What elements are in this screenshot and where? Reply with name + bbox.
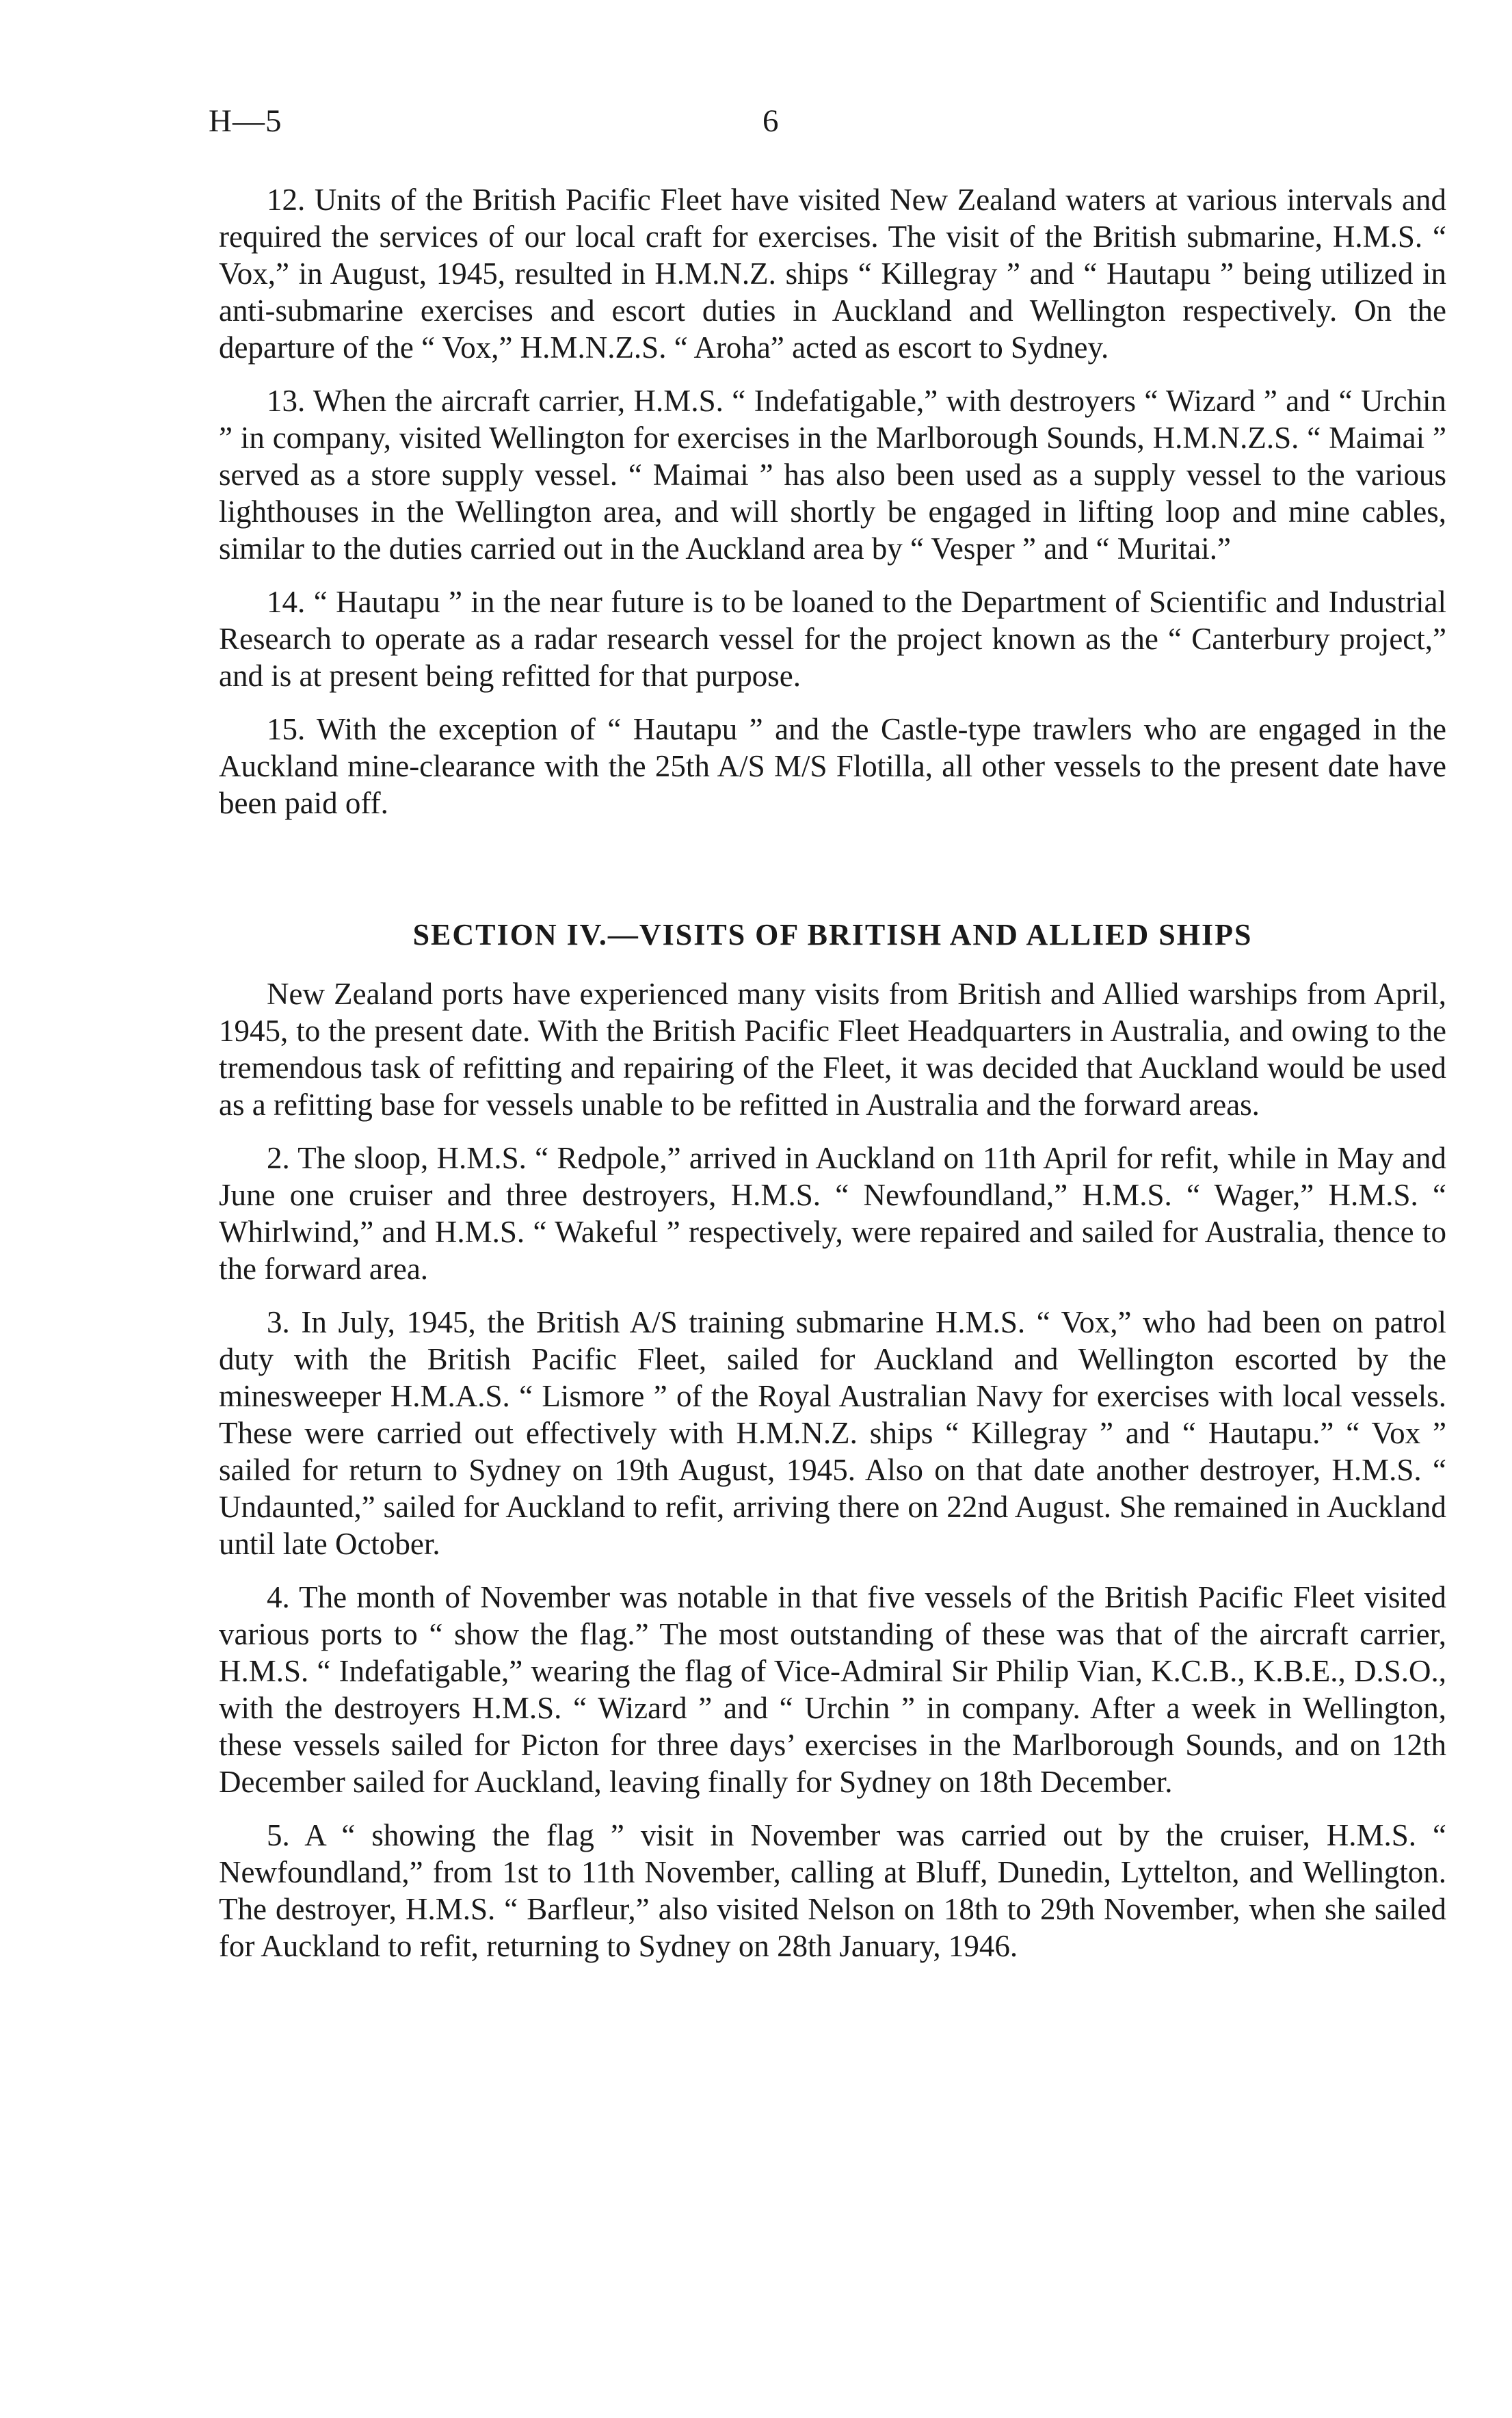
paragraph-12: 12. Units of the British Pacific Fleet have visited New Zealand waters at various intervals and required the services of our local craft for exercises. The visit of the British submarine, H.M.S. “ Vox,” in August, 1945, resulted in H.M.N.Z. ships “ Killegray ” and “ Hautapu ” being utilized in anti-submarine exercises and escort duties in Auckland and Wellington respectively. On the departure of the “ Vox,” H.M.N.Z.S. “ Aroha” acted as escort to Sydney. (219, 183, 1446, 365)
page-number: 6 (762, 103, 779, 139)
section-heading: SECTION IV.—VISITS OF BRITISH AND ALLIED SHIPS (412, 918, 1253, 951)
paragraph-13: 13. When the aircraft carrier, H.M.S. “ Indefatigable,” with destroyers “ Wizard ” and “ Urchin ” in company, visited Wellington for exercises in the Marlborough Sounds, H.M.N.Z.S. “ Maimai ” served as a store supply vessel. “ Maimai ” has also been used as a supply vessel to the various lighthouses in the Wellington area, and will shortly be engaged in lifting loop and mine cables, similar to the duties carried out in the Auckland area by “ Vesper ” and “ Muritai.” (219, 384, 1446, 566)
paragraph-3: 3. In July, 1945, the British A/S training submarine H.M.S. “ Vox,” who had been on patrol duty with the British Pacific Fleet, sailed for Auckland and Wellington escorted by the minesweeper H.M.A.S. “ Lismore ” of the Royal Australian Navy for exercises with local vessels. These were carried out effectively with H.M.N.Z. ships “ Killegray ” and “ Hautapu.” “ Vox ” sailed for return to Sydney on 19th August, 1945. Also on that date another destroyer, H.M.S. “ Undaunted,” sailed for Auckland to refit, arriving there on 22nd August. She remained in Auckland until late October. (219, 1305, 1446, 1561)
paragraph-14: 14. “ Hautapu ” in the near future is to be loaned to the Department of Scientific and Industrial Research to operate as a radar research vessel for the project known as the “ Canterbury project,” and is at present being refitted for that purpose. (219, 585, 1446, 693)
body-text (219, 181, 1446, 1964)
page-header (209, 103, 1371, 157)
section-intro-paragraph: New Zealand ports have experienced many visits from British and Allied warships from April, 1945, to the present date. With the British Pacific Fleet Headquarters in Australia, and owing to the tremendous task of refitting and repairing of the Fleet, it was decided that Auckland would be used as a refitting base for vessels unable to be refitted in Australia and the forward areas. (219, 977, 1446, 1122)
paragraph-2: 2. The sloop, H.M.S. “ Redpole,” arrived in Auckland on 11th April for refit, while in May and June one cruiser and three destroyers, H.M.S. “ Newfoundland,” H.M.S. “ Wager,” H.M.S. “ Whirlwind,” and H.M.S. “ Wakeful ” respectively, were repaired and sailed for Australia, thence to the forward area. (219, 1141, 1446, 1286)
document-code: H—5 (209, 103, 282, 139)
paragraph-5: 5. A “ showing the flag ” visit in November was carried out by the cruiser, H.M.S. “ Newfoundland,” from 1st to 11th November, calling at Bluff, Dunedin, Lyttelton, and Wellington. The destroyer, H.M.S. “ Barfleur,” also visited Nelson on 18th to 29th November, when she sailed for Auckland to refit, returning to Sydney on 28th January, 1946. (219, 1818, 1446, 1963)
paragraph-15: 15. With the exception of “ Hautapu ” and the Castle-type trawlers who are engaged in the Auckland mine-clearance with the 25th A/S M/S Flotilla, all other vessels to the present date have been paid off. (219, 712, 1446, 820)
paragraph-4: 4. The month of November was notable in that five vessels of the British Pacific Fleet visited various ports to “ show the flag.” The most outstanding of these was that of the aircraft carrier, H.M.S. “ Indefatigable,” wearing the flag of Vice-Admiral Sir Philip Vian, K.C.B., K.B.E., D.S.O., with the destroyers H.M.S. “ Wizard ” and “ Urchin ” in company. After a week in Wellington, these vessels sailed for Picton for three days’ exercises in the Marlborough Sounds, and on 12th December sailed for Auckland, leaving finally for Sydney on 18th December. (219, 1580, 1446, 1799)
